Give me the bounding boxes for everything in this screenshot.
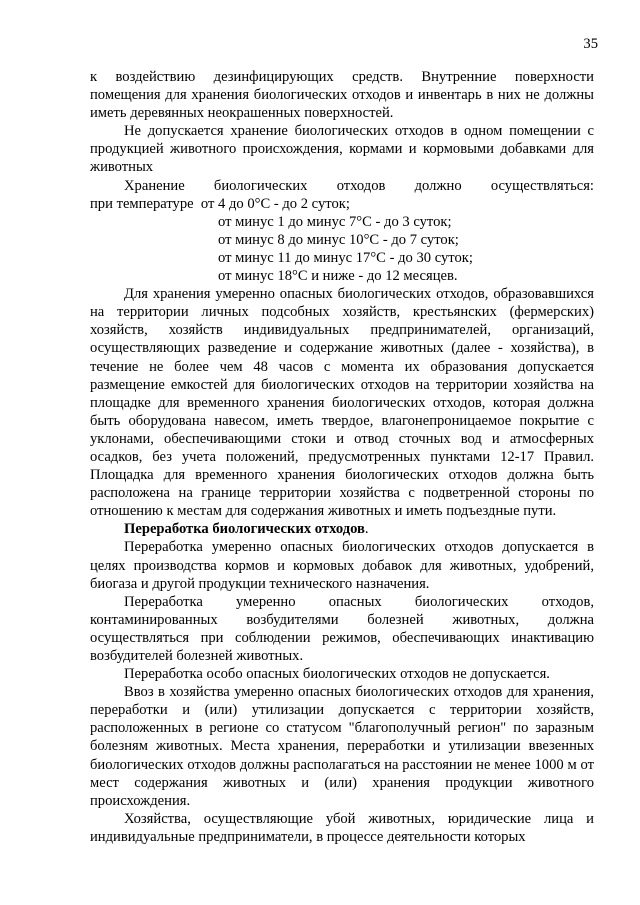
storage-temperature-line: от минус 18°С и ниже - до 12 месяцев. bbox=[218, 268, 458, 285]
storage-temperature-line: от минус 8 до минус 10°С - до 7 суток; bbox=[218, 231, 459, 248]
paragraph-processing-purpose: Переработка умеренно опасных биологических отходов допускается в целях производства кормов и кормовых добавок для животных, удобрений, биогаза и другой продукции технического назначения. bbox=[90, 539, 594, 592]
page-number: 35 bbox=[583, 36, 598, 52]
paragraph-storage-restriction: Не допускается хранение биологических отходов в одном помещении с продукцией животного происхождения, кормами и кормовыми добавками для животных bbox=[90, 123, 594, 176]
paragraph-import: Ввоз в хозяйства умеренно опасных биологических отходов для хранения, переработки и (или) утилизации допускается с территории хозяйств, расположенных в регионе со статусом "благополучный регион" по заразным болезням животных. Места хранения, переработки и утилизации ввезенных биологических отходов должны располагаться на расстоянии не менее 1000 м от мест содержания животных и (или) хранения продукции животного происхождения. bbox=[90, 684, 594, 809]
document-body bbox=[90, 68, 594, 846]
storage-temperature-line: от минус 1 до минус 7°С - до 3 суток; bbox=[218, 213, 452, 230]
storage-temperature-line: при температуре от 4 до 0°С - до 2 суток; bbox=[90, 195, 350, 212]
storage-temperature-block bbox=[90, 177, 594, 286]
paragraph-slaughter: Хозяйства, осуществляющие убой животных, юридические лица и индивидуальные предприниматели, в процессе деятельности которых bbox=[90, 810, 594, 845]
storage-lead: Хранение биологических отходов должно осуществляться: bbox=[124, 177, 594, 194]
paragraph-disinfection: к воздействию дезинфицирующих средств. Внутренние поверхности помещения для хранения биологических отходов и инвентарь в них не должны иметь деревянных неокрашенных поверхностей. bbox=[90, 69, 594, 122]
storage-temperature-line: от минус 11 до минус 17°С - до 30 суток; bbox=[218, 249, 473, 266]
paragraph-temporary-storage: Для хранения умеренно опасных биологических отходов, образовавшихся на территории личных подсобных хозяйств, крестьянских (фермерских) хозяйств, хозяйств индивидуальных предпринимателей, организаций, осуществляющих разведение и содержание животных (далее - хозяйства), в течение не более чем 48 часов с момента их образования допускается размещение емкостей для биологических отходов на территории хозяйства на площадке для временного хранения биологических отходов, которая должна быть оборудована навесом, иметь твердое, влагонепроницаемое покрытие с уклонами, обеспечивающими стоки и отвод сточных вод и атмосферных осадков, без учета положений, предусмотренных пунктами 12-17 Правил. Площадка для временного хранения биологических отходов должна быть расположена на границе территории хозяйства с подветренной стороны по отношению к местам для содержания животных и иметь подъездные пути. bbox=[90, 286, 594, 520]
section-heading bbox=[90, 520, 594, 538]
paragraph-processing-contaminated: Переработка умеренно опасных биологических отходов, контаминированных возбудителями болезней животных, должна осуществляться при соблюдении режимов, обеспечивающих инактивацию возбудителей болезней животных. bbox=[90, 593, 594, 664]
paragraph-processing-forbidden: Переработка особо опасных биологических отходов не допускается. bbox=[124, 666, 550, 683]
section-heading-text: Переработка биологических отходов bbox=[124, 521, 365, 538]
section-heading-period: . bbox=[364, 521, 369, 538]
